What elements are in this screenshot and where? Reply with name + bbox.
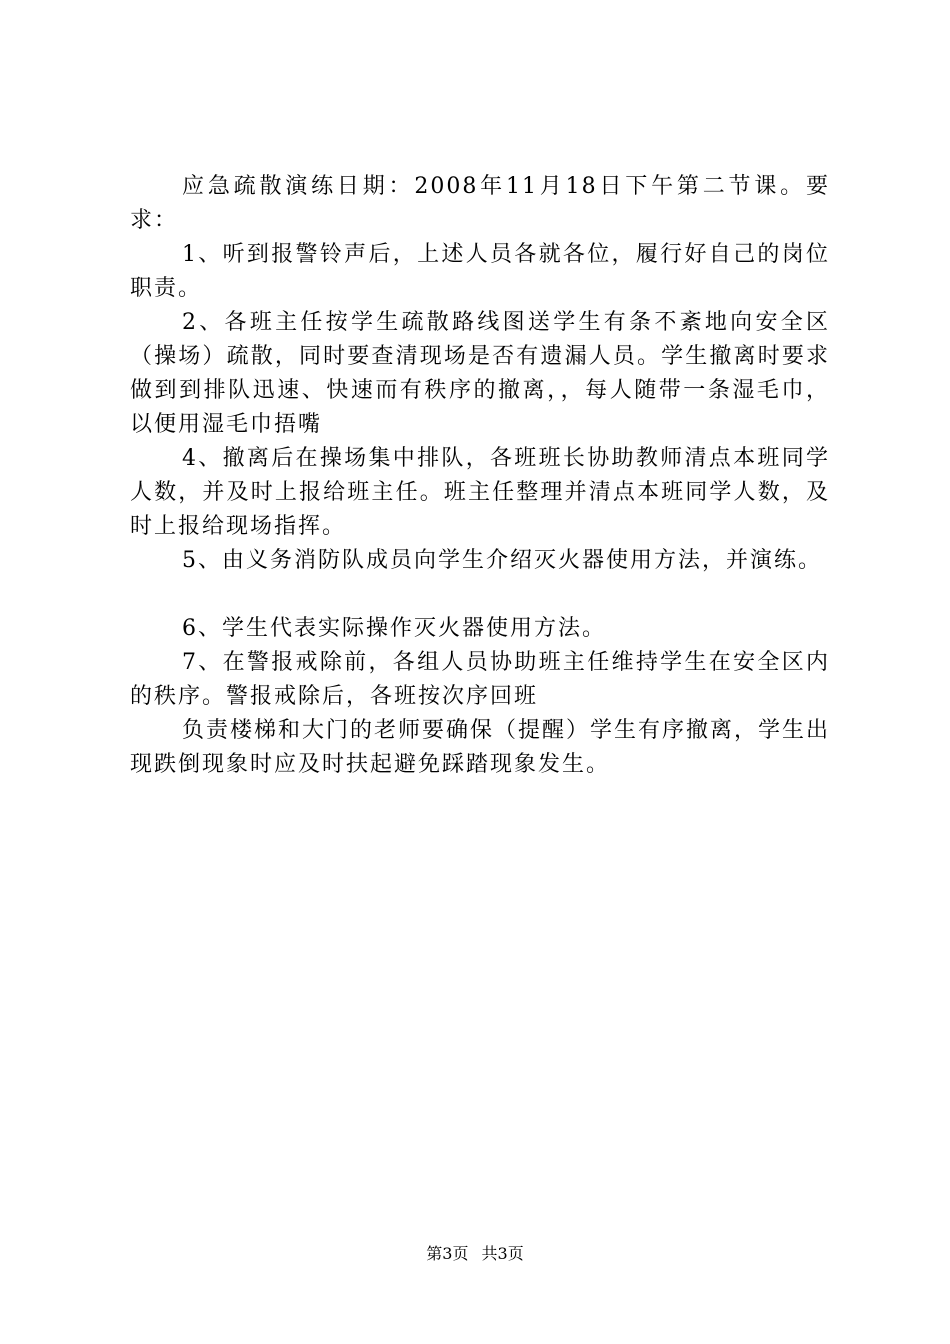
paragraph-item-7: 7、在警报戒除前，各组人员协助班主任维持学生在安全区内的秩序。警报戒除后，各班按次序回班 [130,650,830,709]
page-total: 共3页 [481,1244,524,1263]
paragraph-stairs-gate: 负责楼梯和大门的老师要确保（提醒）学生有序撤离，学生出现跌倒现象时应及时扶起避免踩踏现象发生。 [130,718,831,777]
paragraph-item-4: 4、撤离后在操场集中排队，各班班长协助教师清点本班同学人数，并及时上报给班主任。班主任整理并清点本班同学人数，及时上报给现场指挥。 [130,446,830,539]
document-body [130,170,830,782]
paragraph-item-1: 1、听到报警铃声后，上述人员各就各位，履行好自己的岗位职责。 [130,242,830,301]
paragraph-item-5: 5、由义务消防队成员向学生介绍灭火器使用方法，并演练。 [182,548,822,573]
paragraph-item-6: 6、学生代表实际操作灭火器使用方法。 [182,616,606,641]
paragraph-drill-date: 应急疏散演练日期：2008年11月18日下午第二节课。要求： [130,174,830,233]
page-number: 第3页 [426,1244,469,1263]
paragraph-item-2: 2、各班主任按学生疏散路线图送学生有条不紊地向安全区（操场）疏散，同时要查清现场是否有遗漏人员。学生撤离时要求做到到排队迅速、快速而有秩序的撤离，，每人随带一条湿毛巾，以便用湿毛巾捂嘴 [130,310,830,437]
page-footer [0,1244,950,1264]
